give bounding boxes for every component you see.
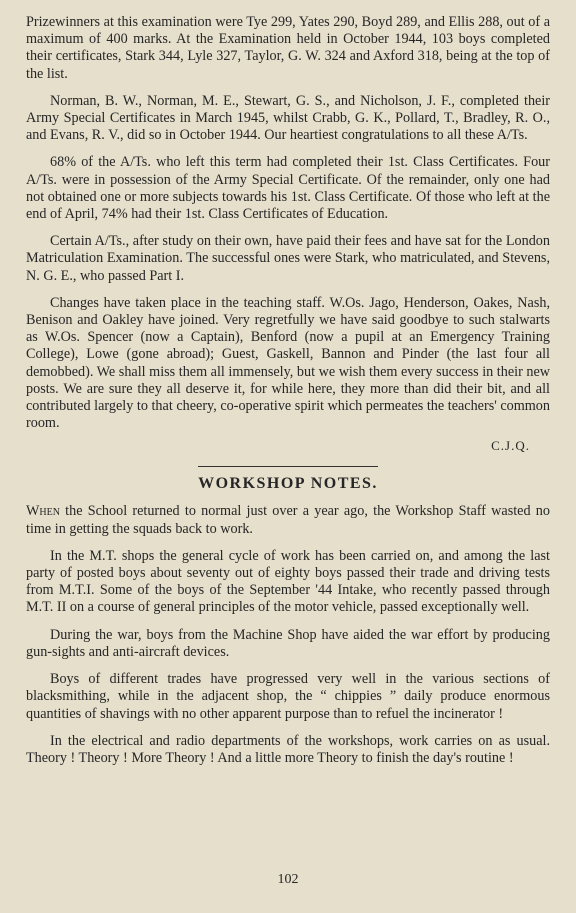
lead-rest: the School returned to normal just over a year ago, the Workshop Staff wasted no time in getting the squads back to work. [26,503,550,537]
paragraph-prizewinners: Prizewinners at this examination were Tye 299, Yates 290, Boyd 289, and Ellis 288, out of a maximum of 400 marks. At the Examination held in October 1944, 103 boys completed their certificates, Stark 344, Lyle 327, Taylor, G. W. 324 and Axford 318, being at the top of the list. [26,14,550,82]
paragraph-class-certificates: 68% of the A/Ts. who left this term had completed their 1st. Class Certificates. Four A/Ts. were in possession of the Army Special Certificate. Of the remainder, only one had not obtained one or more subjects towards his 1st. Class Certificate. Of those who left at the end of April, 74% had their 1st. Class Certificates of Education. [26,154,550,223]
paragraph-electrical: In the electrical and radio departments of the workshops, work carries on as usual. Theory ! Theory ! More Theory ! And a little more Theory to finish the day's routine ! [26,732,550,766]
paragraph-workshop-intro [26,503,550,537]
lead-word: When [26,503,60,520]
author-signature: C.J.Q. [491,438,530,454]
section-divider [198,466,378,467]
paragraph-machine-shop: During the war, boys from the Machine Shop have aided the war effort by producing gun-sights and anti-aircraft devices. [26,626,550,660]
paragraph-mt-shops: In the M.T. shops the general cycle of work has been carried on, and among the last party of posted boys about seventy out of eighty boys passed their trade and driving tests from M.T.I. Some of the boys of the September '44 Intake, who recently passed through M.T. II on a course of general principles of the motor vehicle, passed exceptionally well. [26,547,550,616]
paragraph-matriculation: Certain A/Ts., after study on their own, have paid their fees and have sat for the London Matriculation Examination. The successful ones were Stark, who matriculated, and Stevens, N. G. E., who passed Part I. [26,233,550,284]
paragraph-staff-changes: Changes have taken place in the teaching staff. W.Os. Jago, Henderson, Oakes, Nash, Benison and Oakley have joined. Very regretfully we have said goodbye to such stalwarts as W.Os. Spencer (now a Captain), Benford (now a pupil at an Emergency Training College), Lowe (gone abroad); Guest, Gaskell, Bannon and Pinder (the last four all demobbed). We shall miss them all immensely, but we wish them every success in their new posts. We are sure they all deserve it, for while here, they more than did their bit, and all contributed largely to that cheery, co-operative spirit which permeates the teachers' common room. [26,294,550,432]
paragraph-blacksmithing: Boys of different trades have progressed very well in the various sections of blacksmithing, while in the adjacent shop, the “ chippies ” daily produce enormous quantities of shavings with no other apparent purpose than to refuel the incinerator ! [26,671,550,722]
section-heading: WORKSHOP NOTES. [198,475,378,493]
page-number: 102 [277,872,299,887]
paragraph-army-certificates: Norman, B. W., Norman, M. E., Stewart, G. S., and Nicholson, J. F., completed their Army Special Certificates in March 1945, whilst Crabb, G. K., Pollard, T., Bradley, R. O., and Evans, R. V., did so in October 1944. Our heartiest congratulations to all these A/Ts. [26,92,550,144]
